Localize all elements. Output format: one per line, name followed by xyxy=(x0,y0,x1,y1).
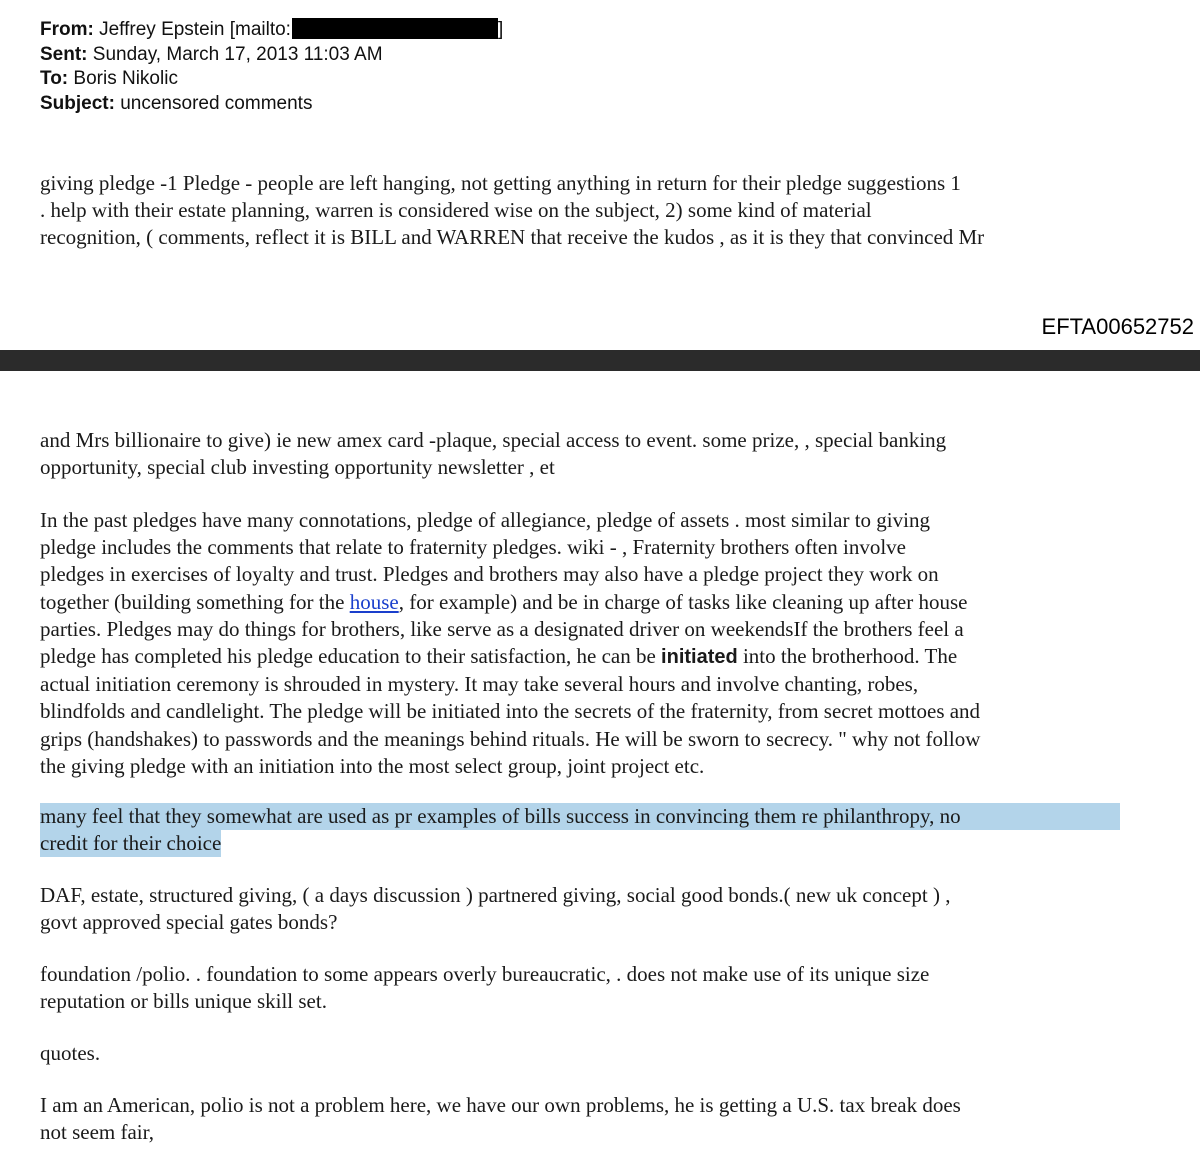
paragraph-daf xyxy=(40,882,1140,936)
bold-term: initiated xyxy=(661,646,738,669)
to-row xyxy=(40,67,503,92)
sent-value: Sunday, March 17, 2013 11:03 AM xyxy=(92,43,383,65)
redaction-box xyxy=(292,18,498,39)
text-line xyxy=(40,589,1140,616)
house-link[interactable]: house xyxy=(349,589,399,614)
email-header xyxy=(40,18,503,116)
subject-value: uncensored comments xyxy=(120,92,313,114)
text-line: quotes. xyxy=(40,1041,101,1065)
text-segment: , for example) and be in charge of tasks like cleaning up after house xyxy=(398,589,968,614)
text-line: parties. Pledges may do things for brothers, like serve as a designated driver on weekendsIf the brothers feel a xyxy=(40,616,964,641)
from-label: From: xyxy=(40,19,94,40)
text-line: grips (handshakes) to passwords and the meanings behind rituals. He will be sworn to secrecy. " why not follow xyxy=(40,726,981,751)
from-value: Jeffrey Epstein [mailto: xyxy=(99,19,291,40)
text-line: and Mrs billionaire to give) ie new amex card -plaque, special access to event. some prize, , special banking xyxy=(40,428,947,452)
highlighted-paragraph[interactable] xyxy=(40,803,1140,857)
text-line: actual initiation ceremony is shrouded in mystery. It may take several hours and involve chanting, robes, xyxy=(40,672,919,697)
text-segment: pledge has completed his pledge education to their satisfaction, he can be xyxy=(40,644,662,669)
page-divider xyxy=(0,350,1200,371)
to-value: Boris Nikolic xyxy=(73,68,178,89)
subject-row xyxy=(40,92,503,117)
highlighted-line: many feel that they somewhat are used as pr examples of bills success in convincing them re philanthropy, no xyxy=(40,803,1120,830)
from-close: ] xyxy=(497,19,504,40)
text-line: DAF, estate, structured giving, ( a days discussion ) partnered giving, social good bonds.( new uk concept ) , xyxy=(40,883,951,907)
text-line xyxy=(40,643,1140,671)
paragraph-foundation xyxy=(40,961,1140,1015)
highlighted-line: credit for their choice xyxy=(40,830,221,857)
text-line: recognition, ( comments, reflect it is BILL and WARREN that receive the kudos , as it is they that convinced Mr xyxy=(40,225,985,250)
paragraph-american xyxy=(40,1092,1140,1146)
text-line: opportunity, special club investing opportunity newsletter , et xyxy=(40,455,555,480)
text-segment: into the brotherhood. The xyxy=(737,644,958,669)
text-line: pledges in exercises of loyalty and trust. Pledges and brothers may also have a pledge project they work on xyxy=(40,562,939,587)
document-stamp: EFTA00652752 xyxy=(1041,314,1194,339)
paragraph-pledges xyxy=(40,507,1140,780)
sent-row xyxy=(40,43,503,68)
text-line: In the past pledges have many connotations, pledge of allegiance, pledge of assets . most similar to giving xyxy=(40,508,930,532)
to-label: To: xyxy=(40,68,69,89)
paragraph-quotes xyxy=(40,1040,1140,1067)
text-line: . help with their estate planning, warren is considered wise on the subject, 2) some kind of material xyxy=(40,198,872,223)
text-segment: together (building something for the xyxy=(40,589,350,614)
text-line: foundation /polio. . foundation to some appears overly bureaucratic, . does not make use of its unique size xyxy=(40,962,930,986)
text-line: govt approved special gates bonds? xyxy=(40,910,338,935)
text-line: blindfolds and candlelight. The pledge will be initiated into the secrets of the fraternity, from secret mottoes and xyxy=(40,699,981,724)
text-line: reputation or bills unique skill set. xyxy=(40,989,327,1014)
text-line: the giving pledge with an initiation into the most select group, joint project etc. xyxy=(40,753,705,778)
sent-label: Sent: xyxy=(40,43,88,65)
from-row xyxy=(40,18,503,43)
paragraph-continuation xyxy=(40,427,1140,481)
text-line: I am an American, polio is not a problem here, we have our own problems, he is getting a U.S. tax break does xyxy=(40,1093,961,1117)
page1-paragraph xyxy=(40,170,1140,252)
text-line: pledge includes the comments that relate to fraternity pledges. wiki - , Fraternity brothers often involve xyxy=(40,535,906,560)
text-line: giving pledge -1 Pledge - people are left hanging, not getting anything in return for their pledge suggestions 1 xyxy=(40,171,961,195)
subject-label: Subject: xyxy=(40,92,115,114)
text-line: not seem fair, xyxy=(40,1120,155,1145)
